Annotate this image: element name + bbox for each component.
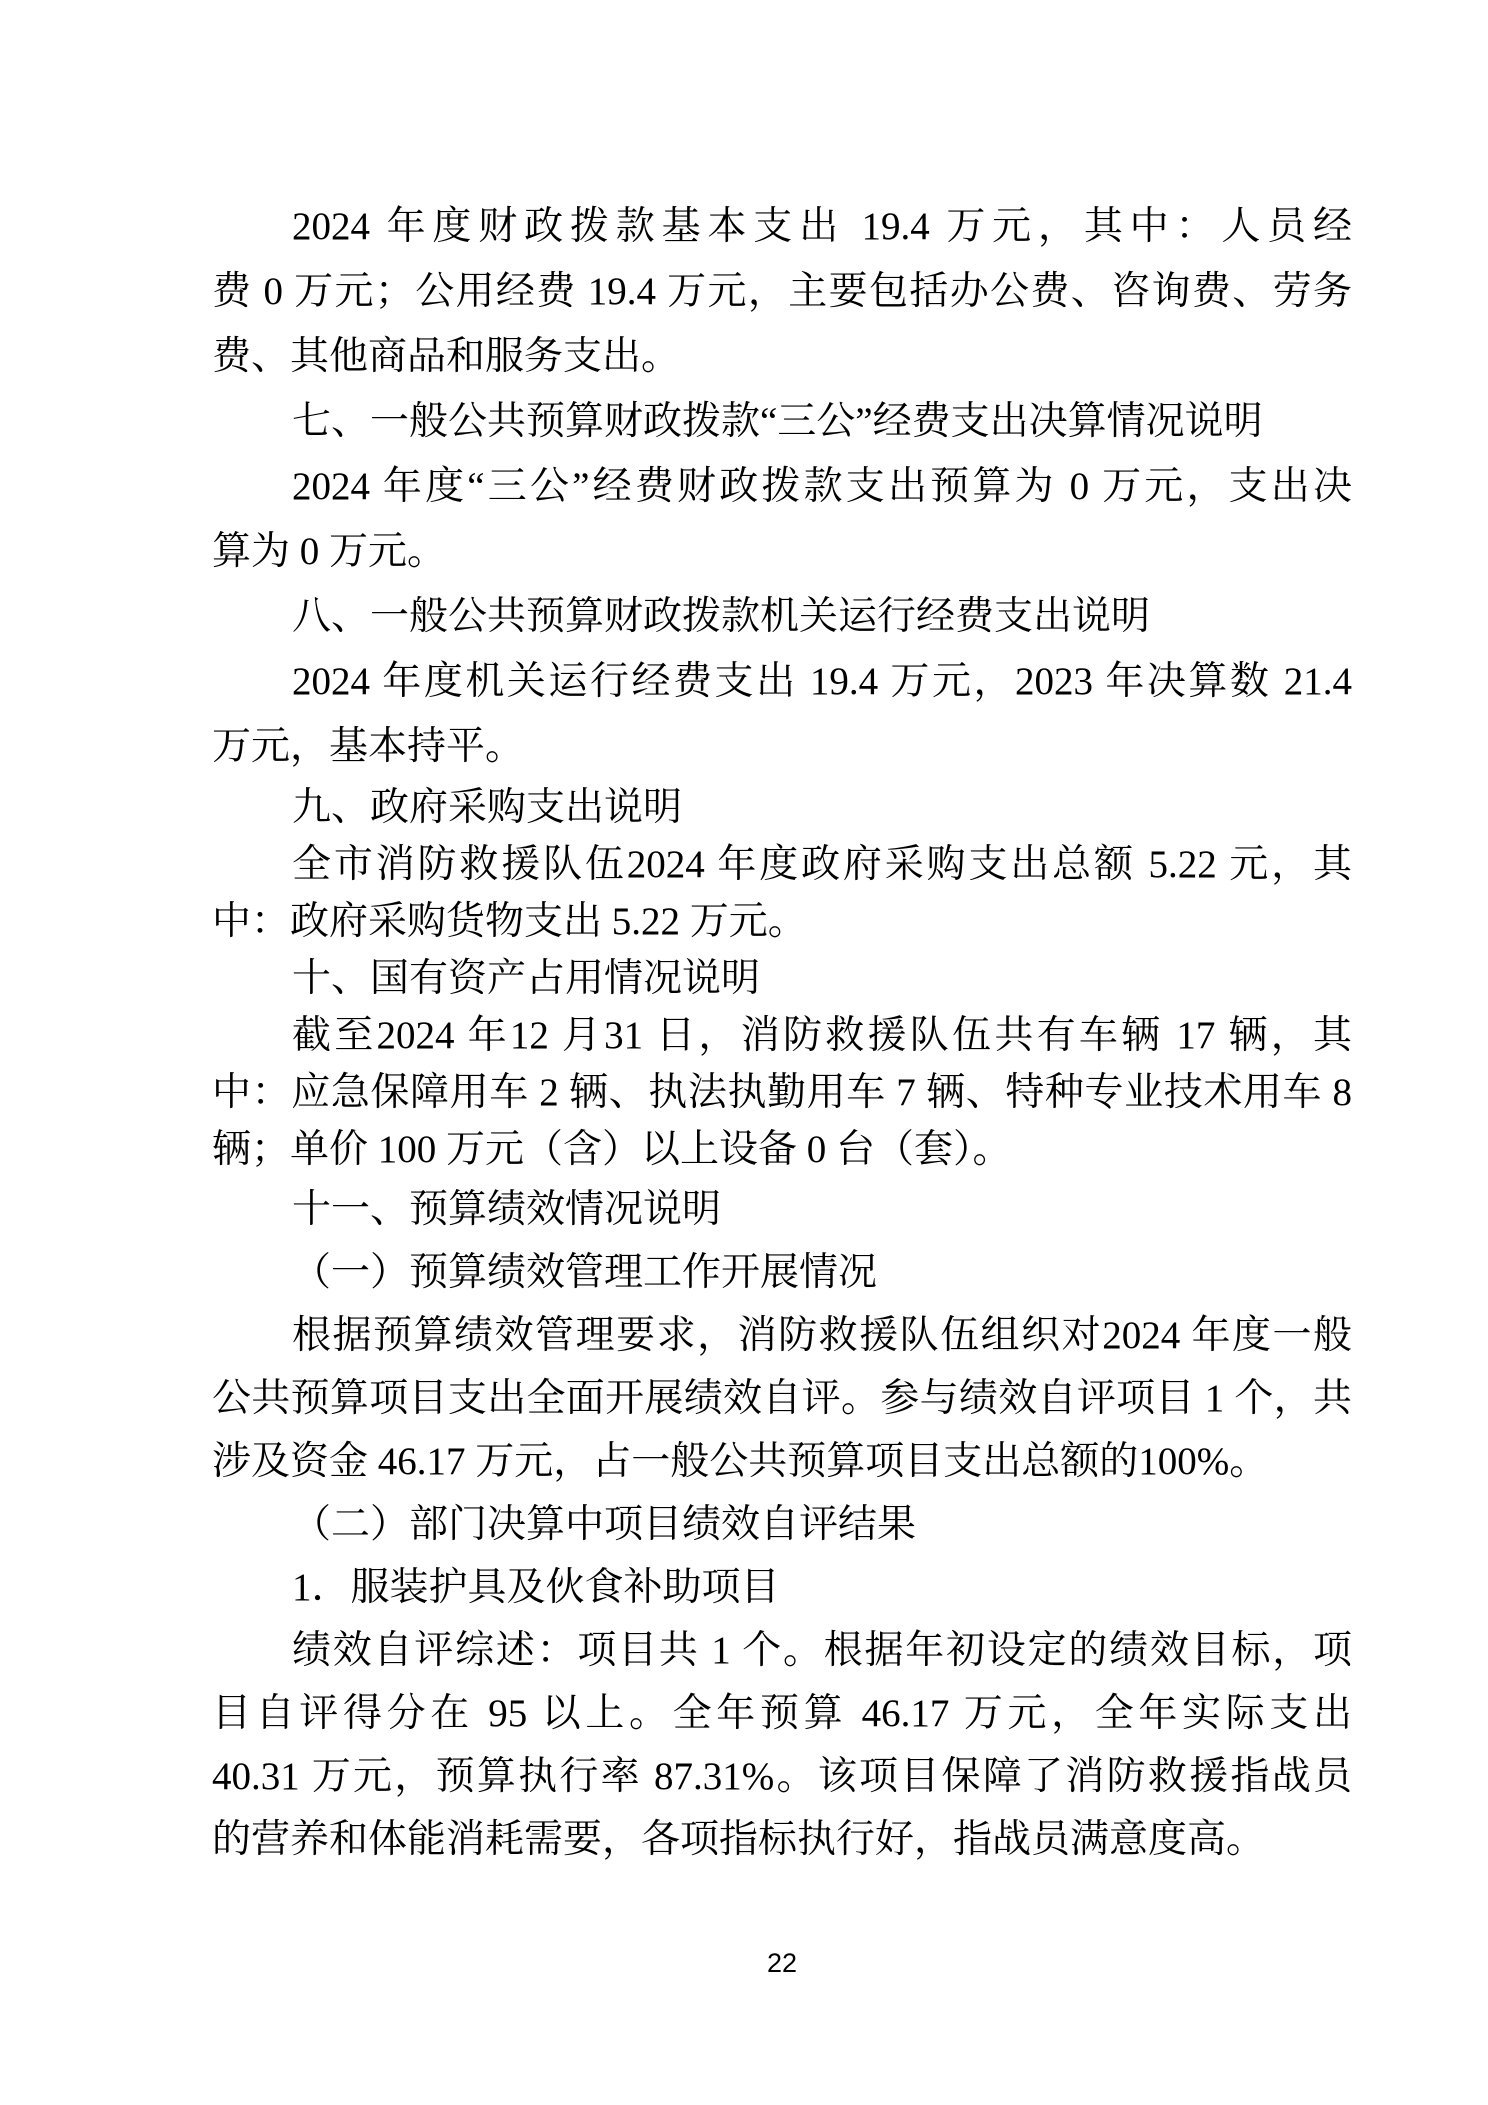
text-line: 截至2024 年12 月31 日，消防救援队伍共有车辆 17 辆，其	[292, 1014, 1352, 1057]
text-line: 中：政府采购货物支出 5.22 万元。	[212, 900, 807, 943]
text-line: 十一、预算绩效情况说明	[292, 1188, 722, 1231]
page-number: 22	[766, 1948, 798, 1978]
text-line: （一）预算绩效管理工作开展情况	[292, 1251, 878, 1294]
text-line: 费、其他商品和服务支出。	[212, 335, 681, 378]
text-line: 全市消防救援队伍2024 年度政府采购支出总额 5.22 元，其	[292, 843, 1352, 886]
text-line: 根据预算绩效管理要求，消防救援队伍组织对2024 年度一般	[292, 1314, 1352, 1357]
text-line: 费 0 万元；公用经费 19.4 万元，主要包括办公费、咨询费、劳务	[212, 270, 1352, 313]
text-line: 辆；单价 100 万元（含）以上设备 0 台（套）。	[212, 1128, 1012, 1171]
text-line: 绩效自评综述：项目共 1 个。根据年初设定的绩效目标，项	[292, 1629, 1352, 1672]
text-line: 目自评得分在 95 以上。全年预算 46.17 万元，全年实际支出	[212, 1692, 1352, 1735]
text-line: 40.31 万元，预算执行率 87.31%。该项目保障了消防救援指战员	[212, 1755, 1352, 1798]
text-line: 八、一般公共预算财政拨款机关运行经费支出说明	[292, 595, 1151, 638]
text-line: 九、政府采购支出说明	[292, 786, 683, 829]
text-line: 2024 年度“三公”经费财政拨款支出预算为 0 万元，支出决	[292, 465, 1352, 508]
text-line: 七、一般公共预算财政拨款“三公”经费支出决算情况说明	[292, 400, 1263, 443]
text-line: 公共预算项目支出全面开展绩效自评。参与绩效自评项目 1 个，共	[212, 1377, 1352, 1420]
text-line: 涉及资金 46.17 万元，占一般公共预算项目支出总额的100%。	[212, 1440, 1269, 1483]
text-line: 十、国有资产占用情况说明	[292, 957, 761, 1000]
text-line: 的营养和体能消耗需要，各项指标执行好，指战员满意度高。	[212, 1818, 1266, 1861]
text-line: 1．服装护具及伙食补助项目	[292, 1566, 780, 1609]
text-line: 2024 年度机关运行经费支出 19.4 万元，2023 年决算数 21.4	[292, 660, 1352, 703]
text-block	[212, 194, 1352, 1871]
text-line: 算为 0 万元。	[212, 530, 447, 573]
text-line: 万元，基本持平。	[212, 725, 525, 768]
text-line: （二）部门决算中项目绩效自评结果	[292, 1503, 917, 1546]
text-line: 2024 年度财政拨款基本支出 19.4 万元，其中：人员经	[292, 205, 1352, 248]
text-line: 中：应急保障用车 2 辆、执法执勤用车 7 辆、特种专业技术用车 8	[212, 1071, 1352, 1114]
